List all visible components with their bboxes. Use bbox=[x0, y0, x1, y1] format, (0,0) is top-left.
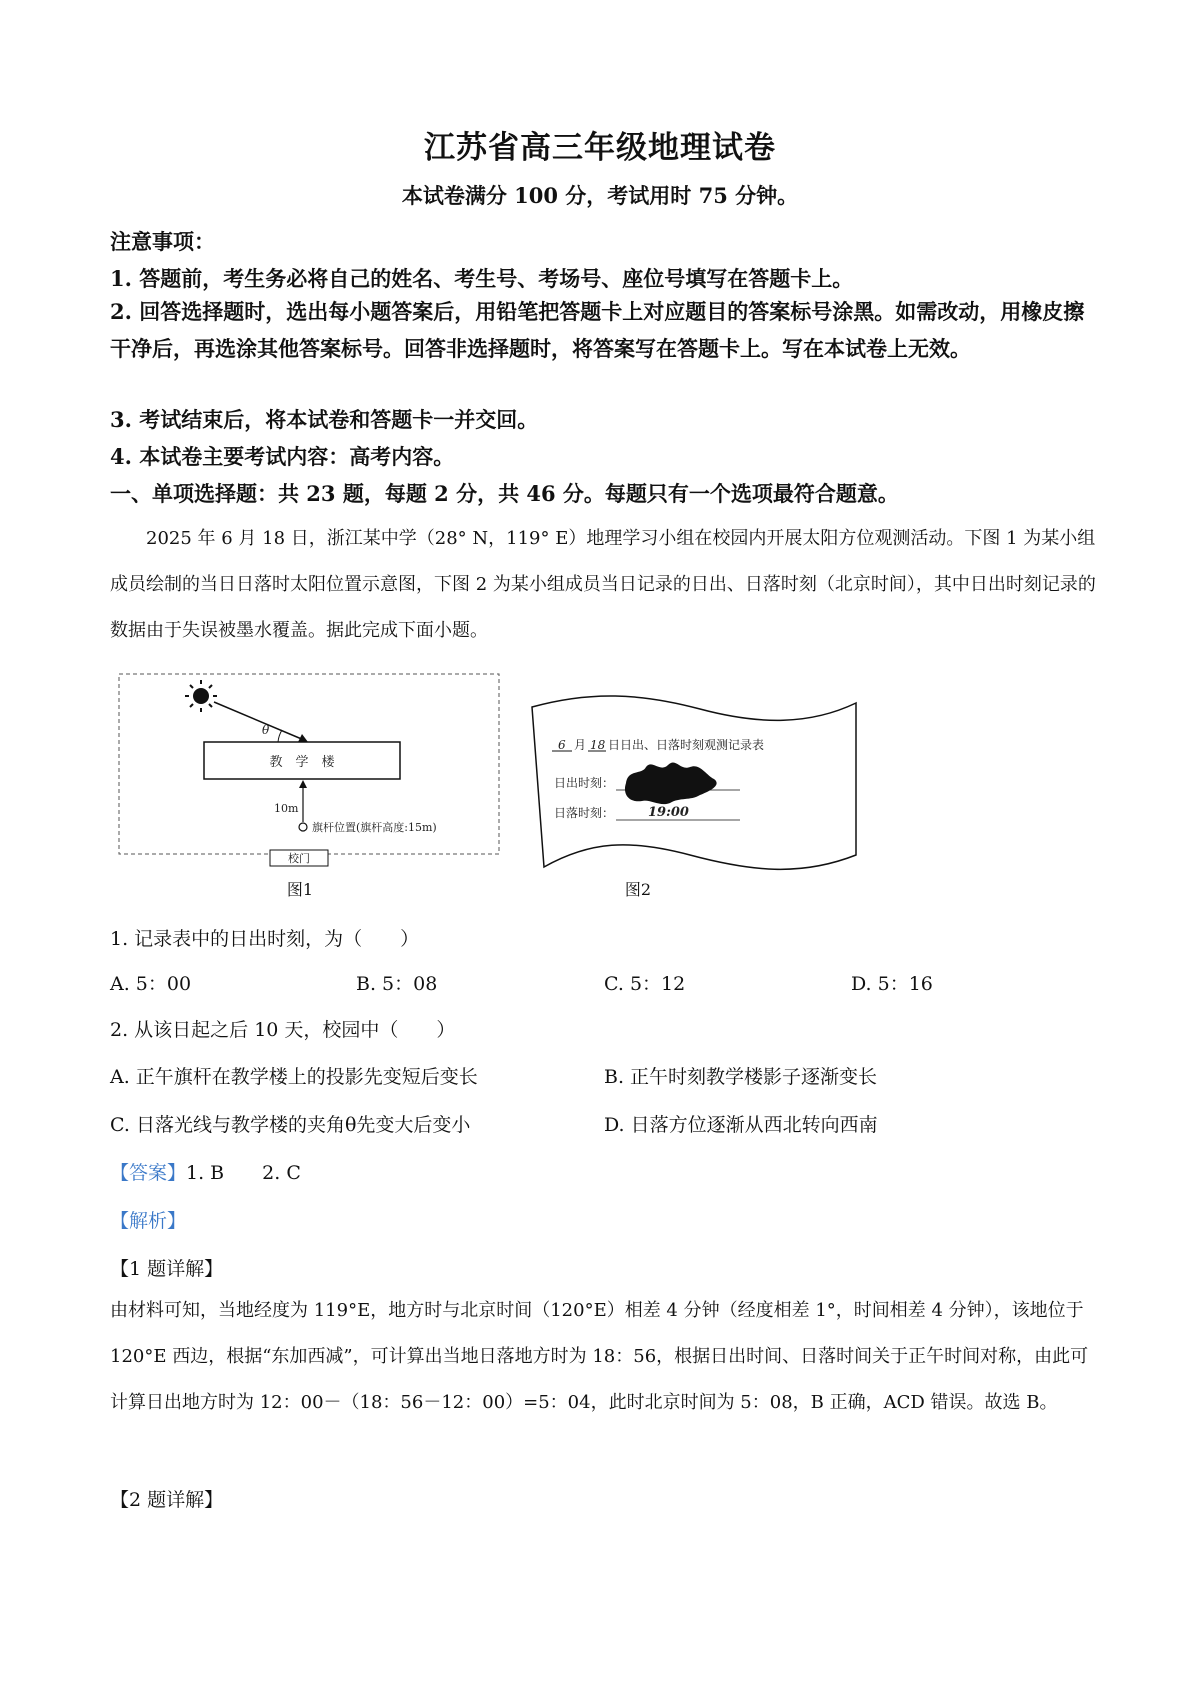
sunset-label: 日落时刻： bbox=[554, 806, 615, 820]
q1-analysis-heading: 【1 题详解】 bbox=[110, 1258, 224, 1280]
q1-option-d[interactable]: D. 5：16 bbox=[851, 973, 933, 995]
q2-option-c[interactable]: C. 日落光线与教学楼的夹角θ先变大后变小 bbox=[110, 1114, 471, 1136]
q2-option-a[interactable]: A. 正午旗杆在教学楼上的投影先变短后变长 bbox=[110, 1066, 478, 1088]
figure-2-caption: 图2 bbox=[624, 880, 652, 899]
question-1-stem: 1. 记录表中的日出时刻，为（ ） bbox=[110, 928, 420, 950]
answer-line bbox=[110, 1158, 301, 1185]
page-subtitle: 本试卷满分 100 分，考试用时 75 分钟。 bbox=[401, 183, 799, 208]
q2-analysis-heading: 【2 题详解】 bbox=[110, 1489, 224, 1511]
q1-option-c[interactable]: C. 5：12 bbox=[604, 973, 686, 995]
flagpole-marker bbox=[299, 823, 307, 831]
answer-text: 1. B 2. C bbox=[186, 1162, 301, 1184]
figure-1-diagram bbox=[118, 672, 503, 872]
sunlight-ray bbox=[214, 702, 304, 740]
q2-option-b[interactable]: B. 正午时刻教学楼影子逐渐变长 bbox=[604, 1066, 878, 1088]
figure-1-caption: 图1 bbox=[286, 880, 314, 899]
q1-option-a[interactable]: A. 5：00 bbox=[110, 973, 192, 995]
notes-heading: 注意事项： bbox=[110, 229, 215, 254]
note-item: 3. 考试结束后，将本试卷和答题卡一并交回。 bbox=[110, 407, 539, 432]
note-item: 2. 回答选择题时，选出每小题答案后，用铅笔把答题卡上对应题目的答案标号涂黑。如需改动，用橡皮擦干净后，再选涂其他答案标号。回答非选择题时，将答案写在答题卡上。写在本试卷上无效。 bbox=[110, 299, 1085, 361]
note-item: 4. 本试卷主要考试内容：高考内容。 bbox=[110, 444, 455, 469]
answer-tag: 【答案】 bbox=[110, 1162, 187, 1184]
sun-icon bbox=[185, 680, 217, 712]
question-2-stem: 2. 从该日起之后 10 天，校园中（ ） bbox=[110, 1019, 456, 1041]
q2-option-d[interactable]: D. 日落方位逐渐从西北转向西南 bbox=[604, 1114, 878, 1136]
distance-label: 10m bbox=[274, 802, 299, 815]
flagpole-label: 旗杆位置(旗杆高度:15m) bbox=[312, 821, 437, 834]
q1-option-b[interactable]: B. 5：08 bbox=[356, 973, 438, 995]
day-value: 18 bbox=[590, 738, 606, 752]
figure-2-record-sheet bbox=[530, 695, 860, 875]
distance-arrowhead bbox=[299, 780, 307, 788]
analysis-tag: 【解析】 bbox=[110, 1210, 187, 1232]
theta-label: θ bbox=[262, 723, 270, 737]
section-heading: 一、单项选择题：共 23 题，每题 2 分，共 46 分。每题只有一个选项最符合题意。 bbox=[110, 481, 899, 506]
q1-analysis-text: 由材料可知，当地经度为 119°E，地方时与北京时间（120°E）相差 4 分钟（经度相差 1°，时间相差 4 分钟），该地位于 120°E 西边，根据“东加西减”，可计算出当地日落地方时为 18：56，根据日出时间、日落时间关于正午时间对称，由此可计算日出地方时为 12：00－（18：56－12：00）=5：04，此时北京时间为 5：08，B 正确，ACD 错误。故选 B。 bbox=[110, 1300, 1089, 1413]
month-value: 6 bbox=[558, 738, 566, 752]
gate-label: 校门 bbox=[288, 852, 310, 865]
building-label: 教 学 楼 bbox=[269, 755, 335, 770]
table-title: 日日出、日落时刻观测记录表 bbox=[608, 738, 765, 752]
month-label: 月 bbox=[574, 738, 587, 752]
note-item: 1. 答题前，考生务必将自己的姓名、考生号、考场号、座位号填写在答题卡上。 bbox=[110, 266, 854, 291]
question-intro: 2025 年 6 月 18 日，浙江某中学（28° N，119° E）地理学习小组在校园内开展太阳方位观测活动。下图 1 为某小组成员绘制的当日日落时太阳位置示意图，下图 2 为某小组成员当日记录的日出、日落时刻（北京时间），其中日出时刻记录的数据由于失误被墨水覆盖。据此完成下面小题。 bbox=[110, 528, 1096, 641]
page-title: 江苏省高三年级地理试卷 bbox=[424, 130, 776, 166]
sunset-value: 19:00 bbox=[648, 805, 689, 820]
theta-arc bbox=[278, 730, 282, 742]
sunrise-label: 日出时刻： bbox=[554, 776, 615, 790]
